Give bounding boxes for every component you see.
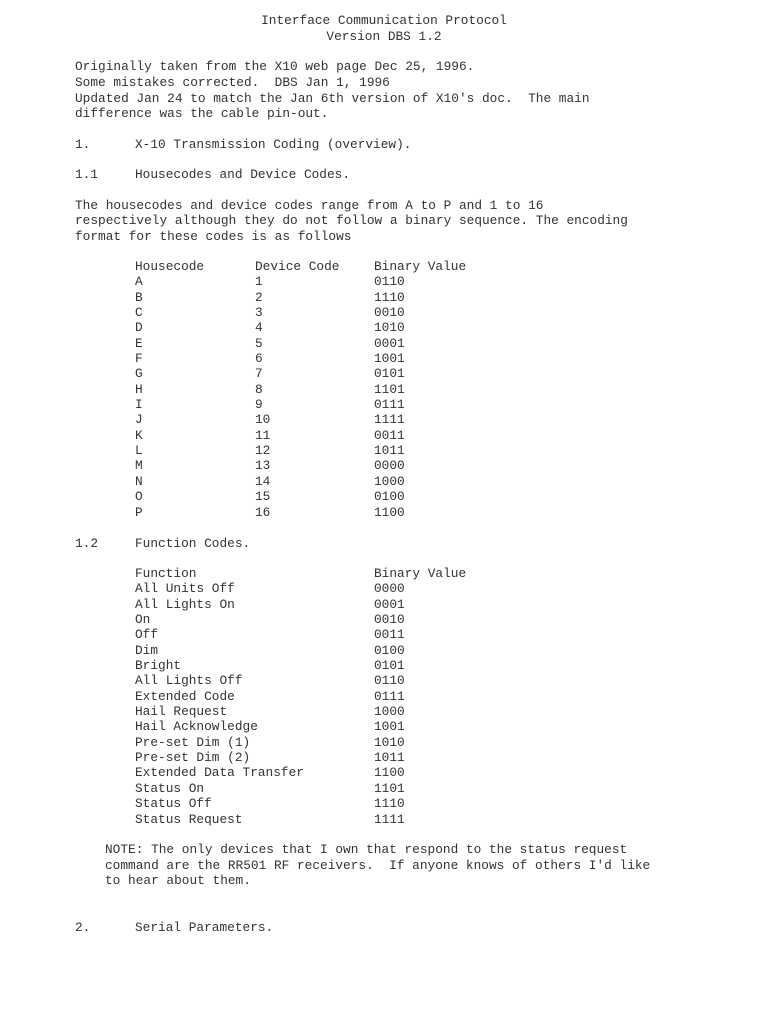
table-cell: I bbox=[135, 397, 143, 413]
table-cell: 0000 bbox=[374, 458, 405, 474]
table-cell: Status On bbox=[135, 780, 205, 796]
function-column bbox=[135, 566, 304, 827]
section-heading: Function Codes. bbox=[135, 536, 251, 551]
table-cell: 0100 bbox=[374, 489, 405, 505]
function-binary-column bbox=[374, 566, 466, 827]
table-cell: 1001 bbox=[374, 719, 405, 735]
table-cell: 0001 bbox=[374, 596, 405, 612]
table-cell: 14 bbox=[255, 473, 271, 489]
intro-line: Some mistakes corrected. DBS Jan 1, 1996 bbox=[75, 75, 390, 90]
table-cell: 0000 bbox=[374, 581, 405, 597]
table-cell: P bbox=[135, 504, 143, 520]
table-cell: 0101 bbox=[374, 658, 405, 674]
table-cell: 1000 bbox=[374, 704, 405, 720]
table-cell: Extended Code bbox=[135, 688, 235, 704]
table-cell: 0011 bbox=[374, 627, 405, 643]
table-cell: Pre-set Dim (2) bbox=[135, 750, 251, 766]
table-cell: 1011 bbox=[374, 443, 405, 459]
section-number: 1. bbox=[75, 137, 91, 152]
table-cell: C bbox=[135, 305, 143, 321]
section-heading: X-10 Transmission Coding (overview). bbox=[135, 137, 412, 152]
table-cell: 8 bbox=[255, 381, 263, 397]
table-cell: K bbox=[135, 427, 143, 443]
paragraph-line: respectively although they do not follow a binary sequence. The encoding bbox=[75, 213, 628, 228]
table-cell: 1100 bbox=[374, 765, 405, 781]
table-cell: J bbox=[135, 412, 143, 428]
table-cell: 1110 bbox=[374, 796, 405, 812]
table-cell: 0110 bbox=[374, 673, 405, 689]
table-header: Function bbox=[135, 566, 197, 581]
table-cell: 6 bbox=[255, 351, 263, 367]
note-line: NOTE: The only devices that I own that respond to the status request bbox=[105, 842, 628, 857]
table-cell: All Units Off bbox=[135, 581, 235, 597]
table-cell: 10 bbox=[255, 412, 271, 428]
table-cell: 4 bbox=[255, 320, 263, 336]
paragraph-line: The housecodes and device codes range from A to P and 1 to 16 bbox=[75, 198, 544, 213]
document-title: Interface Communication Protocol bbox=[261, 13, 507, 28]
table-cell: 1001 bbox=[374, 351, 405, 367]
table-cell: 12 bbox=[255, 443, 271, 459]
table-cell: Bright bbox=[135, 658, 182, 674]
intro-line: difference was the cable pin-out. bbox=[75, 106, 329, 121]
table-cell: 1111 bbox=[374, 412, 405, 428]
table-cell: 11 bbox=[255, 427, 271, 443]
table-header: Binary Value bbox=[374, 566, 467, 581]
table-cell: All Lights On bbox=[135, 596, 235, 612]
paragraph-line: format for these codes is as follows bbox=[75, 229, 352, 244]
table-cell: 1011 bbox=[374, 750, 405, 766]
table-cell: 0111 bbox=[374, 688, 405, 704]
table-cell: Pre-set Dim (1) bbox=[135, 734, 251, 750]
table-cell: 0001 bbox=[374, 335, 405, 351]
table-cell: On bbox=[135, 612, 151, 628]
table-header: Housecode bbox=[135, 259, 205, 274]
table-cell: 0101 bbox=[374, 366, 405, 382]
table-cell: 0111 bbox=[374, 397, 405, 413]
table-cell: L bbox=[135, 443, 143, 459]
table-cell: E bbox=[135, 335, 143, 351]
table-cell: 1000 bbox=[374, 473, 405, 489]
table-cell: G bbox=[135, 366, 143, 382]
binary-value-column bbox=[374, 259, 466, 520]
table-cell: 15 bbox=[255, 489, 271, 505]
table-cell: 3 bbox=[255, 305, 263, 321]
document-version: Version DBS 1.2 bbox=[326, 29, 442, 44]
table-cell: 1100 bbox=[374, 504, 405, 520]
table-cell: Hail Acknowledge bbox=[135, 719, 258, 735]
table-cell: 1 bbox=[255, 274, 263, 290]
housecode-column bbox=[135, 259, 204, 520]
table-cell: 0010 bbox=[374, 305, 405, 321]
intro-line: Updated Jan 24 to match the Jan 6th version of X10's doc. The main bbox=[75, 91, 590, 106]
table-cell: 0010 bbox=[374, 612, 405, 628]
table-cell: 1101 bbox=[374, 381, 405, 397]
table-cell: N bbox=[135, 473, 143, 489]
section-heading: Serial Parameters. bbox=[135, 920, 274, 935]
table-cell: 9 bbox=[255, 397, 263, 413]
table-cell: 5 bbox=[255, 335, 263, 351]
table-cell: Off bbox=[135, 627, 159, 643]
table-header: Binary Value bbox=[374, 259, 467, 274]
table-cell: Status Request bbox=[135, 811, 243, 827]
table-cell: 16 bbox=[255, 504, 271, 520]
intro-line: Originally taken from the X10 web page Dec 25, 1996. bbox=[75, 59, 475, 74]
table-cell: Extended Data Transfer bbox=[135, 765, 304, 781]
table-cell: All Lights Off bbox=[135, 673, 243, 689]
section-number: 1.2 bbox=[75, 536, 99, 551]
section-number: 1.1 bbox=[75, 167, 99, 182]
table-cell: 1010 bbox=[374, 734, 405, 750]
table-cell: 2 bbox=[255, 289, 263, 305]
table-cell: O bbox=[135, 489, 143, 505]
table-cell: 0110 bbox=[374, 274, 405, 290]
table-cell: M bbox=[135, 458, 143, 474]
table-cell: A bbox=[135, 274, 143, 290]
table-cell: Status Off bbox=[135, 796, 212, 812]
table-cell: 0011 bbox=[374, 427, 405, 443]
table-header: Device Code bbox=[255, 259, 340, 274]
note-line: command are the RR501 RF receivers. If anyone knows of others I'd like bbox=[105, 858, 651, 873]
table-cell: 1101 bbox=[374, 780, 405, 796]
table-cell: F bbox=[135, 351, 143, 367]
table-cell: 7 bbox=[255, 366, 263, 382]
table-cell: Dim bbox=[135, 642, 159, 658]
table-cell: B bbox=[135, 289, 143, 305]
section-number: 2. bbox=[75, 920, 91, 935]
device-code-column bbox=[255, 259, 339, 520]
table-cell: Hail Request bbox=[135, 704, 228, 720]
table-cell: 1111 bbox=[374, 811, 405, 827]
table-cell: 1110 bbox=[374, 289, 405, 305]
table-cell: 13 bbox=[255, 458, 271, 474]
note-line: to hear about them. bbox=[105, 873, 251, 888]
table-cell: 0100 bbox=[374, 642, 405, 658]
table-cell: D bbox=[135, 320, 143, 336]
table-cell: H bbox=[135, 381, 143, 397]
section-heading: Housecodes and Device Codes. bbox=[135, 167, 351, 182]
table-cell: 1010 bbox=[374, 320, 405, 336]
